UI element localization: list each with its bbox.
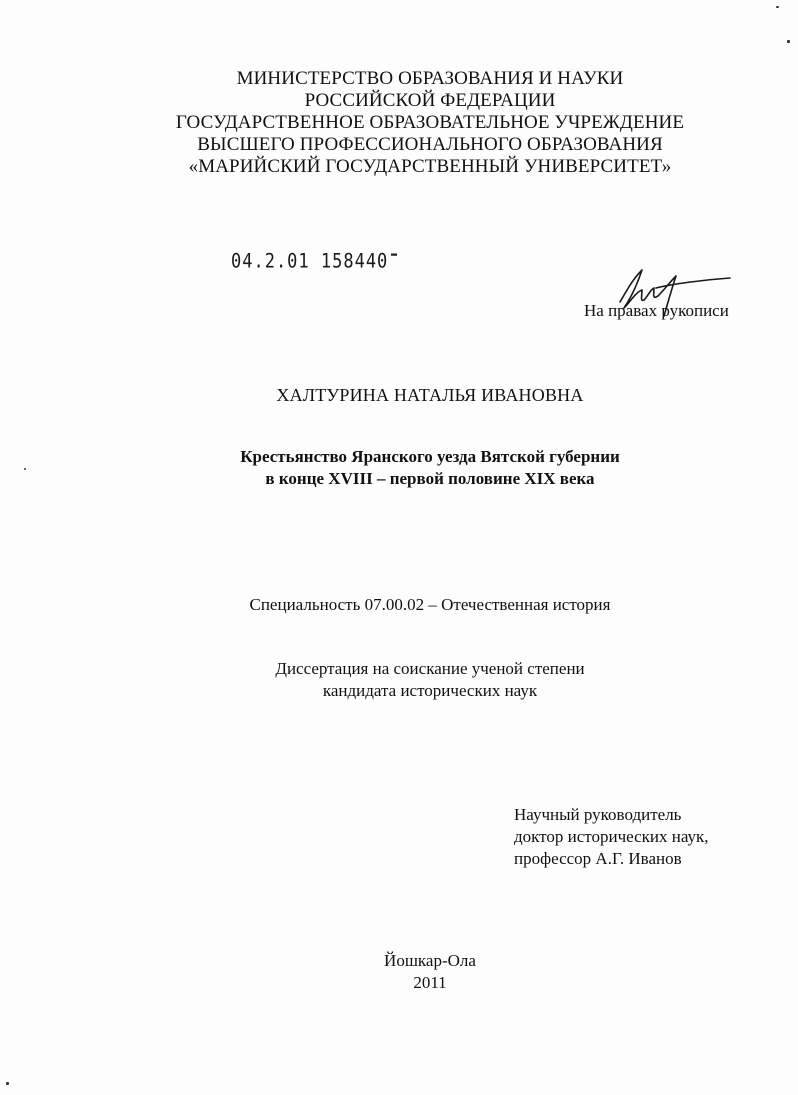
degree-statement (0, 658, 798, 702)
supervisor-name: профессор А.Г. Иванов (514, 849, 682, 868)
year: 2011 (413, 973, 447, 992)
place-and-year (0, 950, 798, 994)
header-line-state-institution: ГОСУДАРСТВЕННОЕ ОБРАЗОВАТЕЛЬНОЕ УЧРЕЖДЕНИЕ (175, 112, 685, 133)
degree-line-2: кандидата исторических наук (322, 681, 538, 700)
registration-number: 04.2.01 158440 (231, 250, 389, 273)
rights-note: На правах рукописи (584, 301, 729, 320)
scan-speck (6, 1082, 9, 1085)
dissertation-title (0, 446, 798, 490)
header-line-university: «МАРИЙСКИЙ ГОСУДАРСТВЕННЫЙ УНИВЕРСИТЕТ» (188, 156, 672, 177)
scan-speck (787, 40, 790, 43)
header-line-higher-education: ВЫСШЕГО ПРОФЕССИОНАЛЬНОГО ОБРАЗОВАНИЯ (197, 134, 663, 155)
scan-speck (24, 468, 26, 470)
stamp-mark (391, 253, 397, 255)
scan-speck (776, 6, 779, 8)
supervisor-label: Научный руководитель (514, 805, 682, 824)
header-line-ministry: МИНИСТЕРСТВО ОБРАЗОВАНИЯ И НАУКИ (236, 68, 624, 89)
city-name: Йошкар-Ола (384, 951, 476, 970)
degree-line-1: Диссертация на соискание ученой степени (275, 659, 585, 678)
specialty: Специальность 07.00.02 – Отечественная история (249, 595, 611, 614)
supervisor-block (514, 804, 709, 870)
title-line-2: в конце XVIII – первой половине XIX века (265, 469, 595, 488)
author-name: ХАЛТУРИНА НАТАЛЬЯ ИВАНОВНА (276, 385, 584, 405)
title-line-1: Крестьянство Яранского уезда Вятской губернии (240, 447, 620, 466)
institution-header (0, 68, 798, 178)
header-line-federation: РОССИЙСКОЙ ФЕДЕРАЦИИ (304, 90, 556, 111)
supervisor-degree: доктор исторических наук, (514, 827, 709, 846)
registration-stamp (231, 250, 397, 273)
